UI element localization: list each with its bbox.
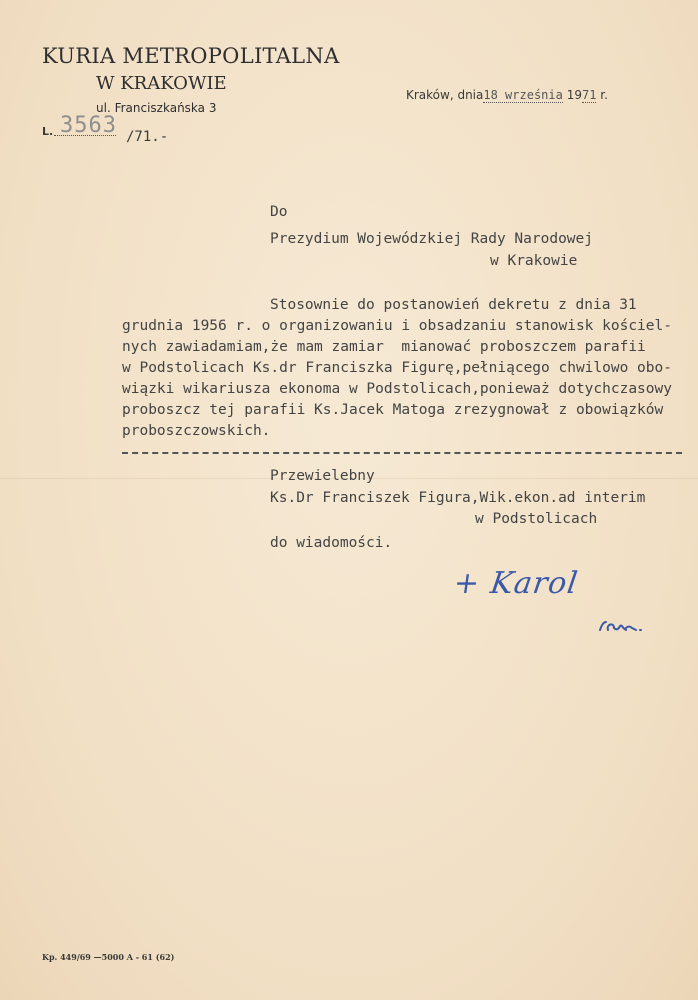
letterhead-address: ul. Franciszkańska 3 bbox=[96, 101, 217, 115]
body-line: Stosownie do postanowień dekretu z dnia 31 bbox=[270, 297, 637, 313]
body-line: wiązki wikariusza ekonoma w Podstolicach,ponieważ dotychczasowy bbox=[122, 381, 672, 397]
date-prefix: Kraków, dnia bbox=[406, 88, 484, 102]
recipient-to: Do bbox=[270, 204, 288, 220]
reference-suffix: /71.- bbox=[126, 129, 169, 145]
cc-place: w Podstolicach bbox=[475, 511, 598, 527]
date-year-prefix: 19 bbox=[566, 88, 582, 102]
dashed-separator bbox=[122, 452, 682, 454]
body-line: proboszczowskich. bbox=[122, 423, 271, 439]
date-line bbox=[406, 88, 608, 102]
letterhead-city: W KRAKOWIE bbox=[96, 73, 227, 94]
date-day-month: 18 września bbox=[483, 88, 563, 102]
letterhead-title: KURIA METROPOLITALNA bbox=[42, 44, 340, 68]
cc-salutation: Przewielebny bbox=[270, 468, 375, 484]
body-line: nych zawiadamiam,że mam zamiar mianować proboszczem parafii bbox=[122, 339, 646, 355]
body-line: proboszcz tej parafii Ks.Jacek Matoga zrezygnował z obowiązków bbox=[122, 402, 664, 418]
body-line: grudnia 1956 r. o organizowaniu i obsadzaniu stanowisk kościel- bbox=[122, 318, 672, 334]
body-line: w Podstolicach Ks.dr Franciszka Figurę,pełniącego chwilowo obo- bbox=[122, 360, 672, 376]
date-suffix: r. bbox=[600, 88, 608, 102]
date-year: 71 bbox=[581, 88, 597, 102]
reference-prefix: L. bbox=[42, 125, 54, 138]
cc-name: Ks.Dr Franciszek Figura,Wik.ekon.ad interim bbox=[270, 490, 646, 506]
recipient-name: Prezydium Wojewódzkiej Rady Narodowej bbox=[270, 231, 594, 247]
signature-text: + Karol bbox=[451, 566, 581, 601]
footer-print-code: Kp. 449/69 —5000 A - 61 (62) bbox=[42, 952, 175, 962]
signature-title-handwriting bbox=[450, 560, 690, 640]
recipient-place: w Krakowie bbox=[490, 253, 578, 269]
reference-number: 3563 bbox=[60, 113, 117, 138]
cc-note: do wiadomości. bbox=[270, 535, 393, 551]
